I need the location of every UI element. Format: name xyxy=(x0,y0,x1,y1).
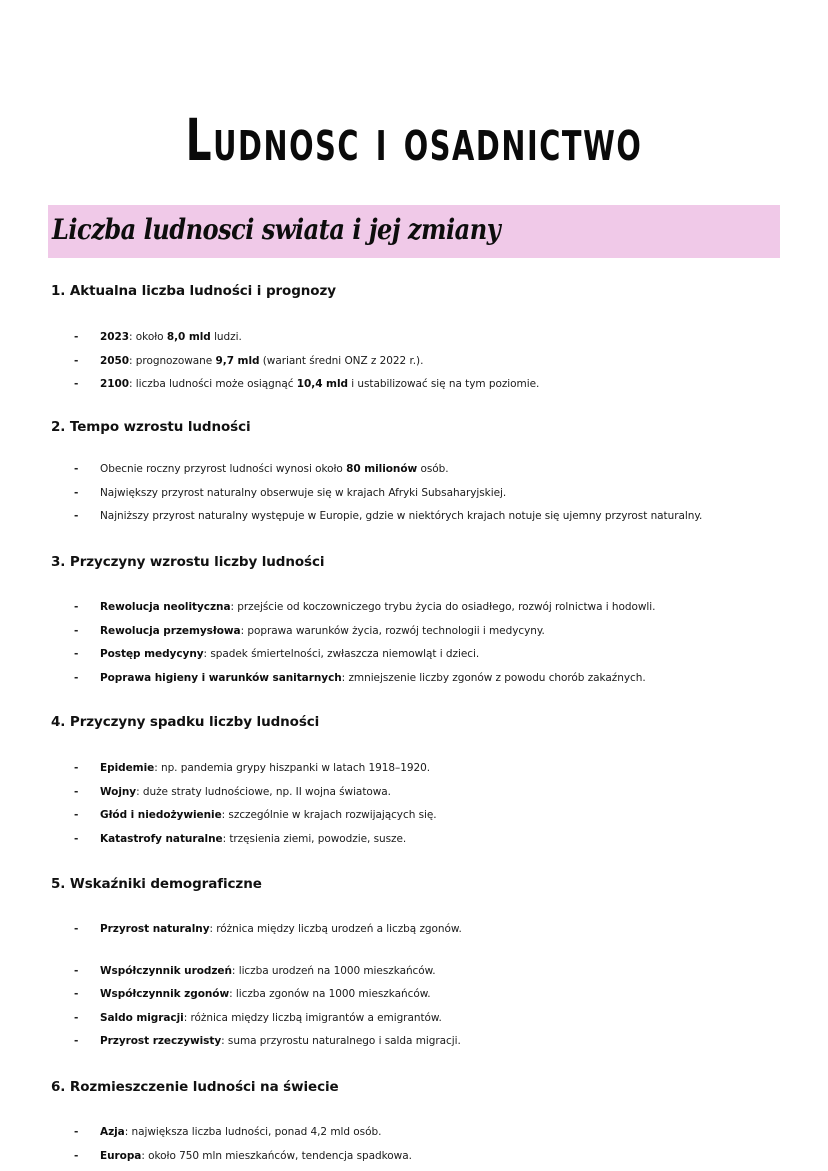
bullet-list xyxy=(51,1124,811,1171)
section-heading: 1. Aktualna liczba ludności i prognozy xyxy=(51,283,336,299)
bold-term: 2023 xyxy=(100,331,130,343)
bullet-dash-icon: - xyxy=(74,486,79,499)
bold-term: Współczynnik urodzeń xyxy=(100,964,232,977)
list-item xyxy=(51,784,811,808)
bullet-dash-icon: - xyxy=(74,378,79,390)
list-item-text: Rewolucja przemysłowa: poprawa warunków życia, rozwój technologii i medycyny. xyxy=(100,624,545,637)
list-item xyxy=(51,508,811,532)
section-heading: 2. Tempo wzrostu ludności xyxy=(51,419,251,435)
list-item-text: Poprawa higieny i warunków sanitarnych: zmniejszenie liczby zgonów z powodu chorób zakaźnych. xyxy=(100,671,646,684)
list-item xyxy=(51,986,811,1010)
bold-term: 10,4 mld xyxy=(296,378,348,390)
list-item xyxy=(51,921,811,945)
list-item xyxy=(51,1010,811,1034)
bullet-dash-icon: - xyxy=(74,809,79,821)
bold-term: 9,7 mld xyxy=(215,354,260,367)
bold-term: Europa xyxy=(100,1149,142,1162)
list-item-text: Europa: około 750 mln mieszkańców, tendencja spadkowa. xyxy=(100,1149,412,1162)
bullet-dash-icon: - xyxy=(74,624,79,637)
list-item-text: Głód i niedożywienie: szczególnie w krajach rozwijających się. xyxy=(100,809,437,821)
bullet-dash-icon: - xyxy=(74,1011,79,1024)
list-item-text: Epidemie: np. pandemia grypy hiszpanki w latach 1918–1920. xyxy=(100,762,431,774)
bold-term: Katastrofy naturalne xyxy=(100,832,223,845)
bold-term: Epidemie xyxy=(100,762,155,774)
section-heading: 5. Wskaźniki demograficzne xyxy=(51,876,262,892)
bullet-list xyxy=(51,760,811,854)
bullet-dash-icon: - xyxy=(74,1126,79,1138)
bullet-dash-icon: - xyxy=(74,354,79,367)
list-item-text: Postęp medycyny: spadek śmiertelności, zwłaszcza niemowląt i dzieci. xyxy=(100,648,480,660)
section-population-distribution xyxy=(51,1078,811,1171)
list-item-text: Azja: największa liczba ludności, ponad 4,2 mld osób. xyxy=(100,1126,382,1138)
list-item xyxy=(51,831,811,855)
list-item-text: Najniższy przyrost naturalny występuje w Europie, gdzie w niektórych krajach notuje się ujemny przyrost naturalny. xyxy=(100,510,703,522)
bold-term: Rewolucja neolityczna xyxy=(100,601,231,613)
bold-term: Saldo migracji xyxy=(100,1011,184,1024)
bullet-dash-icon: - xyxy=(74,988,79,1000)
bold-term: Wojny xyxy=(100,785,137,798)
bold-term: Azja xyxy=(100,1126,125,1138)
bold-term: 8,0 mld xyxy=(166,331,211,343)
list-item xyxy=(51,353,811,377)
bullet-list xyxy=(51,329,811,400)
list-item xyxy=(51,1033,811,1057)
list-item-text: Współczynnik zgonów: liczba zgonów na 1000 mieszkańców. xyxy=(100,988,431,1000)
bullet-dash-icon: - xyxy=(74,785,79,798)
bullet-dash-icon: - xyxy=(74,671,79,684)
bullet-list xyxy=(51,921,811,1057)
section-heading: 6. Rozmieszczenie ludności na świecie xyxy=(51,1079,339,1095)
list-item-text: Przyrost rzeczywisty: suma przyrostu naturalnego i salda migracji. xyxy=(100,1035,461,1047)
bold-term: Głód i niedożywienie xyxy=(100,809,222,821)
bullet-dash-icon: - xyxy=(74,964,79,977)
list-item-text: Wojny: duże straty ludnościowe, np. II wojna światowa. xyxy=(100,785,391,798)
bold-term: 2050 xyxy=(100,354,130,367)
list-item-text: Rewolucja neolityczna: przejście od koczowniczego trybu życia do osiadłego, rozwój rolnictwa i hodowli. xyxy=(100,601,656,613)
list-item xyxy=(51,807,811,831)
bullet-dash-icon: - xyxy=(74,923,79,935)
section-growth-causes xyxy=(51,553,811,693)
list-spacer xyxy=(51,945,811,963)
list-item xyxy=(51,485,811,509)
section-decline-causes xyxy=(51,713,811,854)
bold-term: Poprawa higieny i warunków sanitarnych xyxy=(100,671,342,684)
list-item xyxy=(51,670,811,694)
section-demographic-indicators xyxy=(51,875,811,1057)
bold-term: 2100 xyxy=(100,378,130,390)
list-item xyxy=(51,461,811,485)
section-group-title: Liczba ludnosci swiata i jej zmiany xyxy=(52,213,501,246)
bullet-dash-icon: - xyxy=(74,601,79,613)
bullet-dash-icon: - xyxy=(74,1035,79,1047)
bullet-dash-icon: - xyxy=(74,832,79,845)
bold-term: Przyrost naturalny xyxy=(100,923,210,935)
bullet-dash-icon: - xyxy=(74,463,79,475)
bullet-dash-icon: - xyxy=(74,1149,79,1162)
bold-term: Postęp medycyny xyxy=(100,648,204,660)
section-heading: 3. Przyczyny wzrostu liczby ludności xyxy=(51,554,325,570)
list-item xyxy=(51,646,811,670)
list-item xyxy=(51,1124,811,1148)
list-item xyxy=(51,623,811,647)
bold-term: 80 milionów xyxy=(346,463,418,475)
list-item-text: 2023: około 8,0 mld ludzi. xyxy=(100,331,242,343)
bold-term: Rewolucja przemysłowa xyxy=(100,624,241,637)
list-item-text: 2050: prognozowane 9,7 mld (wariant średni ONZ z 2022 r.). xyxy=(100,354,424,367)
list-item-text: 2100: liczba ludności może osiągnąć 10,4 mld i ustabilizować się na tym poziomie. xyxy=(100,378,540,390)
bullet-list xyxy=(51,461,811,532)
list-item-text: Przyrost naturalny: różnica między liczbą urodzeń a liczbą zgonów. xyxy=(100,923,462,935)
list-item-text: Współczynnik urodzeń: liczba urodzeń na 1000 mieszkańców. xyxy=(100,964,436,977)
list-item xyxy=(51,599,811,623)
section-current-population xyxy=(51,282,811,400)
list-item xyxy=(51,760,811,784)
list-item-text: Największy przyrost naturalny obserwuje się w krajach Afryki Subsaharyjskiej. xyxy=(100,486,507,499)
bullet-dash-icon: - xyxy=(74,762,79,774)
section-heading: 4. Przyczyny spadku liczby ludności xyxy=(51,714,320,730)
list-item-text: Katastrofy naturalne: trzęsienia ziemi, powodzie, susze. xyxy=(100,832,407,845)
bullet-dash-icon: - xyxy=(74,510,79,522)
list-item xyxy=(51,963,811,987)
list-item-text: Saldo migracji: różnica między liczbą imigrantów a emigrantów. xyxy=(100,1011,442,1024)
list-item-text: Obecnie roczny przyrost ludności wynosi około 80 milionów osób. xyxy=(100,463,449,475)
bullet-list xyxy=(51,599,811,693)
list-item xyxy=(51,329,811,353)
bullet-dash-icon: - xyxy=(74,331,79,343)
page-title: Ludnosc i osadnictwo xyxy=(185,106,643,174)
bullet-dash-icon: - xyxy=(74,648,79,660)
bold-term: Przyrost rzeczywisty xyxy=(100,1035,222,1047)
list-item xyxy=(51,1148,811,1171)
section-growth-rate xyxy=(51,418,811,532)
list-item xyxy=(51,376,811,400)
bold-term: Współczynnik zgonów xyxy=(100,988,230,1000)
